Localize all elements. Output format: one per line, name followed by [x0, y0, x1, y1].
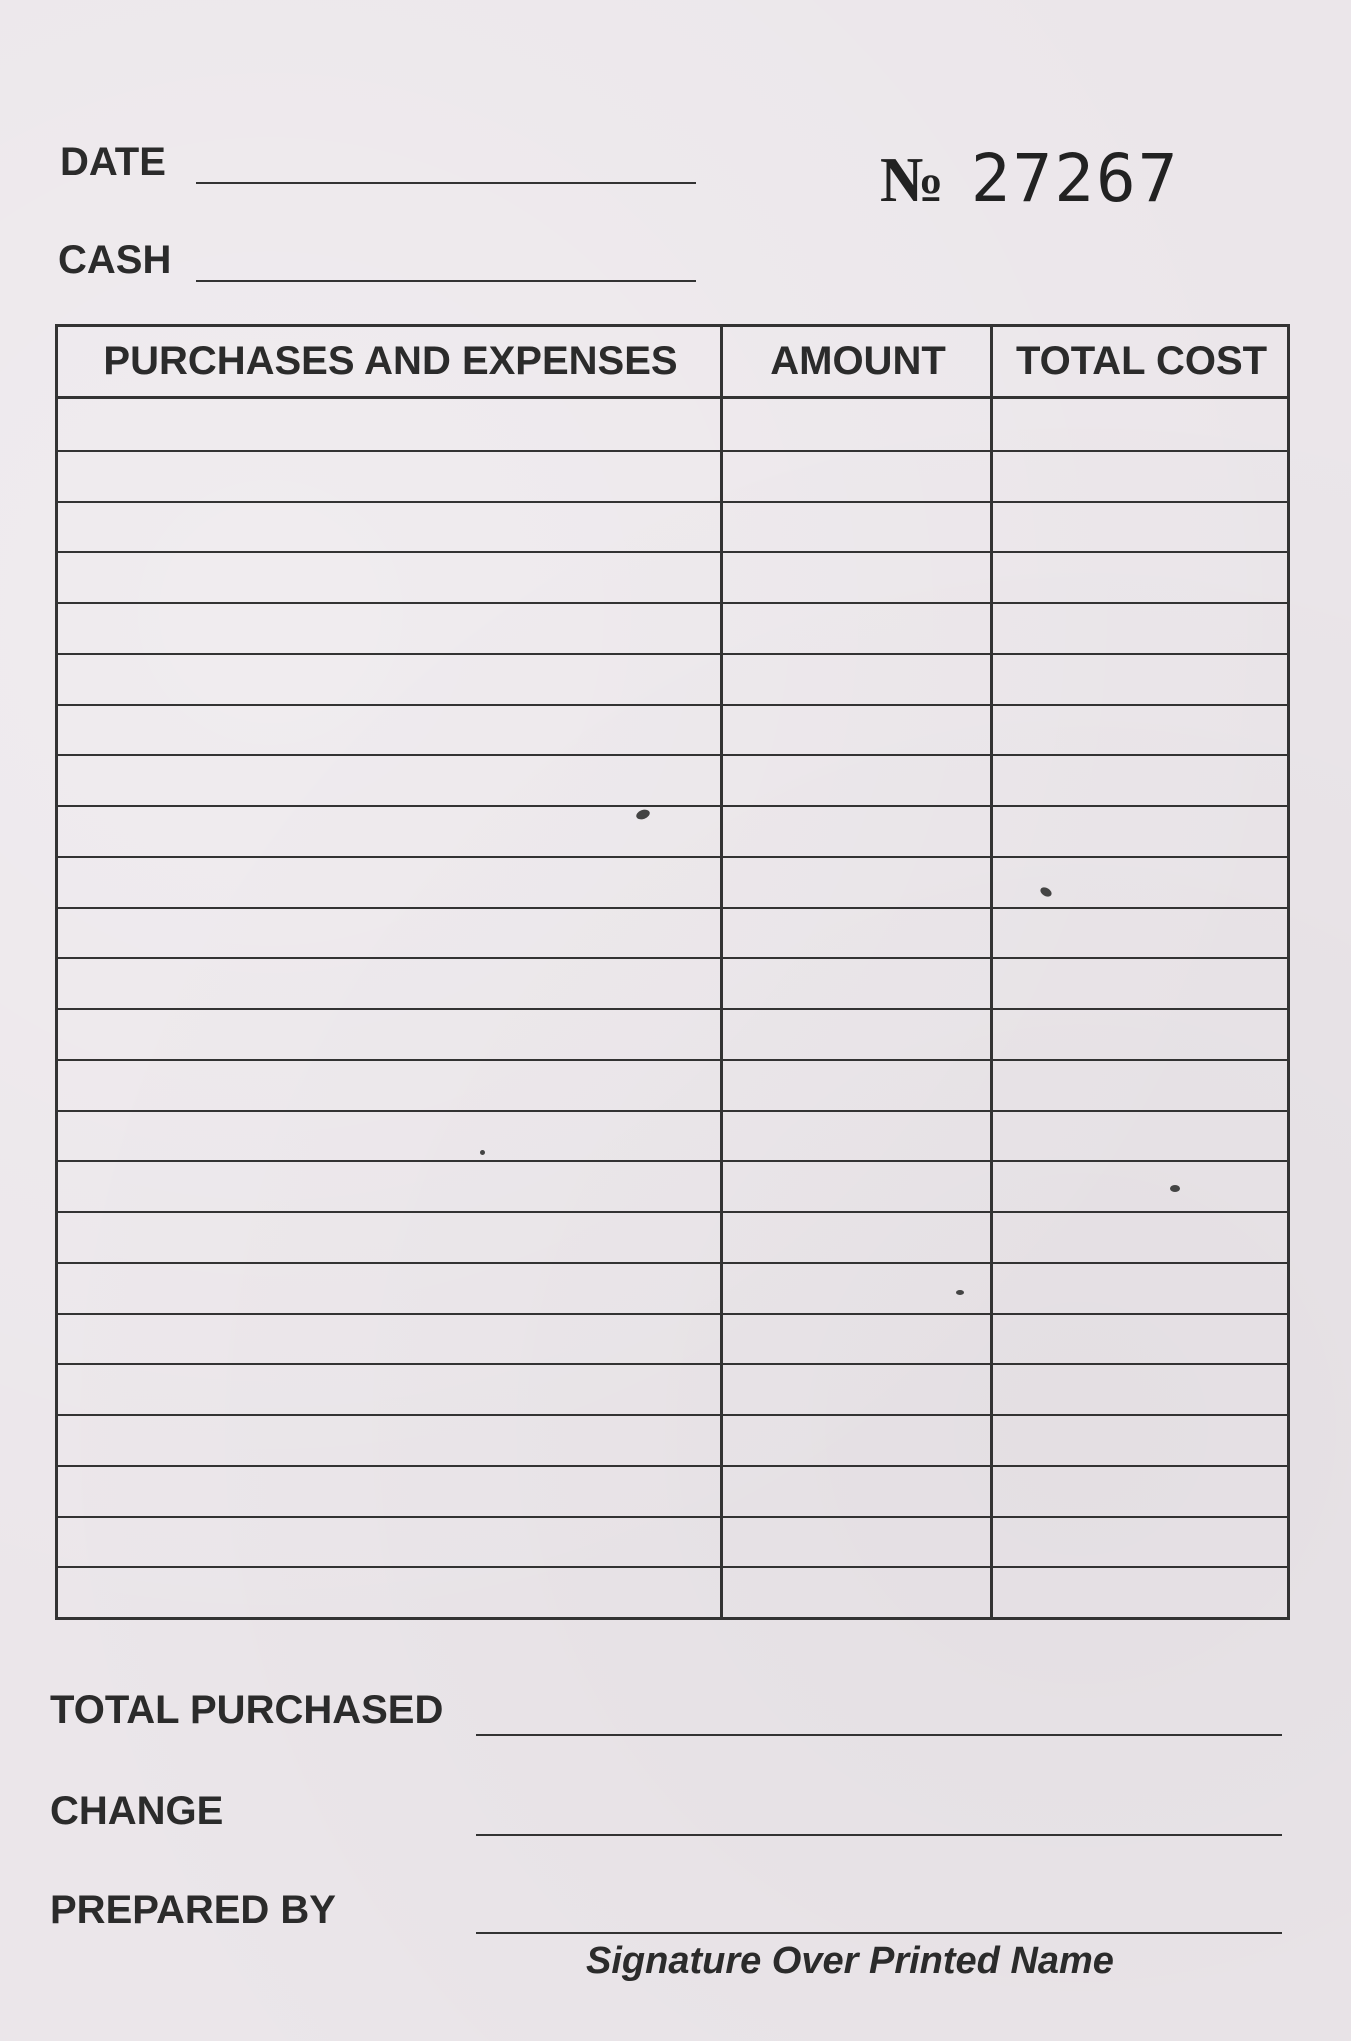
table-row-line: [58, 1465, 1287, 1467]
table-row-line: [58, 501, 1287, 503]
table-row-line: [58, 1160, 1287, 1162]
table-row-line: [58, 1516, 1287, 1518]
total-purchased-field[interactable]: [476, 1734, 1282, 1736]
table-row-line: [58, 957, 1287, 959]
table-row-line: [58, 754, 1287, 756]
column-divider: [990, 327, 993, 1617]
table-row-line: [58, 1313, 1287, 1315]
paper-speck: [480, 1150, 485, 1155]
column-header-total-cost: TOTAL COST: [1015, 339, 1268, 383]
column-divider: [720, 327, 723, 1617]
cash-field[interactable]: [196, 280, 696, 282]
table-row-line: [58, 551, 1287, 553]
paper-speck: [956, 1290, 964, 1295]
number-sign: №: [880, 144, 945, 215]
date-label: DATE: [60, 140, 166, 184]
column-header-amount: AMOUNT: [770, 339, 946, 383]
table-row-line: [58, 805, 1287, 807]
change-label: CHANGE: [50, 1789, 224, 1833]
table-row-line: [58, 1059, 1287, 1061]
column-header-purchases: PURCHASES AND EXPENSES: [103, 339, 678, 383]
paper-speck: [1170, 1185, 1180, 1192]
table-row-line: [58, 704, 1287, 706]
signature-caption: Signature Over Printed Name: [586, 1940, 1114, 1982]
date-field[interactable]: [196, 182, 696, 184]
table-row-line: [58, 1414, 1287, 1416]
cash-label: CASH: [58, 238, 172, 282]
table-row-line: [58, 907, 1287, 909]
total-purchased-label: TOTAL PURCHASED: [50, 1688, 444, 1732]
ledger-table: [55, 324, 1290, 1620]
table-row-line: [58, 1262, 1287, 1264]
table-row-line: [58, 1110, 1287, 1112]
change-field[interactable]: [476, 1834, 1282, 1836]
table-row-line: [58, 450, 1287, 452]
table-row-line: [58, 1211, 1287, 1213]
prepared-by-field[interactable]: [476, 1932, 1282, 1934]
table-row-line: [58, 856, 1287, 858]
prepared-by-label: PREPARED BY: [50, 1888, 336, 1932]
table-row-line: [58, 602, 1287, 604]
table-header: [58, 327, 1287, 399]
table-row-line: [58, 1008, 1287, 1010]
table-row-line: [58, 1363, 1287, 1365]
table-row-line: [58, 653, 1287, 655]
number-value: 27267: [970, 140, 1180, 217]
form-number: [880, 140, 1179, 217]
table-row-line: [58, 1566, 1287, 1568]
